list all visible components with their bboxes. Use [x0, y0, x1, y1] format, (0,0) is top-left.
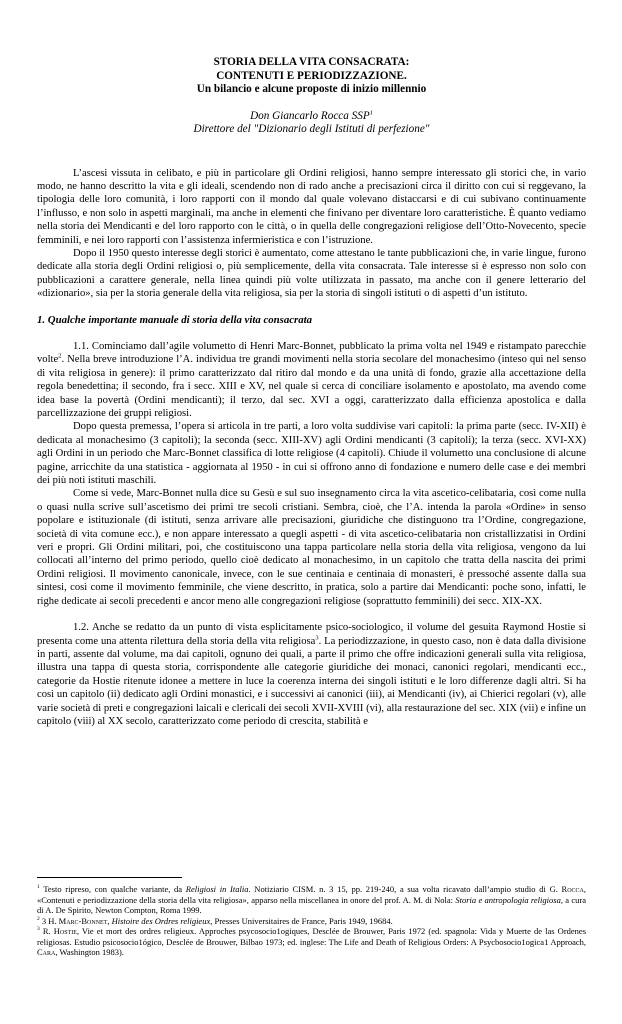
- section1-paragraph-1: [37, 340, 586, 420]
- footnote-text: , Washington 1983).: [55, 947, 124, 957]
- paragraph-text: . Nella breve introduzione l’A. individua tre grandi movimenti nella storia secolare del monachesimo (inteso qui nel senso di vita religiosa in genere): il primo caratterizzato dal ritiro dal mondo e da una unità di fondo, grazie alla accettazione della regola benedettina; il secondo, fra i secc. XIII e XV, nel quale si cerca di conciliare isolamento e apostolato, ma avendo come idea base la povertà (Ordini mendicanti); il terzo, dal sec. XVI a oggi, caratterizzato dalla efficienza apostolica e dalla parcellizzazione dei gruppi religiosi.: [37, 354, 586, 419]
- section1-paragraph-4: [37, 621, 586, 728]
- footnote-3: [37, 926, 586, 958]
- section1-paragraph-2: Dopo questa premessa, l’opera si articola in tre parti, a loro volta suddivise vari capitoli: la prima parte (secc. IV-XII) è dedicata al monachesimo (3 capitoli); la seconda (secc. XIII-XV) agli Ordini mendicanti (3 capitoli); la terza (secc. XVI-XX) agli Ordini in un periodo che Marc-Bonnet classifica di lotte religiose (4 capitoli). Chiude il volumetto una conclusione di alcune pagine, arricchite da una statistica - aggiornata al 1950 - in cui si offrono anno di fondazione e numero delle case e dei membri dei più noti istituti maschili.: [37, 421, 586, 487]
- footnote-ref-3[interactable]: 3: [315, 633, 319, 641]
- intro-paragraph-1: L’ascesi vissuta in celibato, e più in particolare gli Ordini religiosi, hanno sempre interessato gli storici che, in vario modo, ne hanno descritto la vita e gli ideali, scendendo non di rado anche a precisazioni circa il diritto con cui si reggevano, la tipologia delle loro comunità, i loro rapporti con il mondo dal quale volevano distaccarsi e di cui subivano continuamente l’influsso, e non solo in aspetti marginali, ma anche in elementi che finivano per diventare loro caratteristiche. È quanto vediamo nella storia dei Mendicanti e del loro rapporto con le città, o in quella delle congregazioni religiose dell’Otto-Novecento, specie femminili, e nei loro rapporti con l’assistenza infermieristica e con l’istruzione.: [37, 167, 586, 246]
- footnote-text: , «Contenuti e periodizzazione della storia della vita religiosa», apparso nella miscellanea in onore del prof. A. M. di Nola:: [37, 884, 587, 905]
- section-heading-1: 1. Qualche importante manuale di storia della vita consacrata: [37, 313, 313, 326]
- footnote-number: 1: [37, 884, 40, 891]
- intro-paragraph-2: Dopo il 1950 questo interesse degli storici è aumentato, come attestano le tante pubblicazioni che, in varie lingue, furono dedicate alla storia degli Ordini religiosi o, più semplicemente, della vita consacrata. Tale interesse si è espresso non solo con pubblicazioni a carattere generale, nella linea quindi più volte utilizzata in passato, ma anche con il genere letterario del «dizionario», sia per la storia generale della vita religiosa, sia per la storia di singoli istituti o di aspetti d’un istituto.: [37, 247, 586, 300]
- author-block: [37, 110, 586, 137]
- footnote-text: 3 H.: [41, 915, 59, 926]
- section1-paragraph-3: Come si vede, Marc-Bonnet nulla dice su Gesù e sul suo insegnamento circa la vita ascetico-celibataria, così come nulla o quasi nulla scrive sull’ascetismo dei primi tre secoli cristiani. Sembra, cioè, che l’A. intenda la parola «Ordine» in senso popolare e istituzionale (di istituti, senza arrivare alle precisazioni, giuridiche che distinguono tra l’Ordine, congregazione, società di vita comune ecc.), e non appare interessato a quegli aspetti - di vita ascetico-celibataria non cristallizzatisi in Ordini veri e propri. Gli Ordini militari, poi, che costituiscono una tappa particolare nella storia della vita religiosa, vengono da lui collocati all’interno del primo periodo, quello cioè dedicato al monachesimo, in un capitolo che tratta della nascita dei primi Ordini religiosi. Il movimento canonicale, invece, con le sue centinaia e centinaia di monasteri, è pressoché assente dalla sua sintesi, così come il movimento femminile, che viene descritto, in pratica, solo a partire dai Mendicanti: poche sono, infatti, le righe dedicate ai secoli precedenti e ancor meno alle congregazioni religiose (soprattutto femminili) dei secc. XIX-XX.: [37, 488, 586, 607]
- footnote-title: Storia e antropologia religiosa: [455, 894, 561, 905]
- footnote-title: Religiosi in Italia: [185, 884, 249, 894]
- footnote-number: 2: [37, 915, 40, 922]
- footnotes: [37, 877, 586, 958]
- footnote-text: , a cura di A. De Spirito, Newton Compton, Roma 1999.: [37, 894, 586, 915]
- author-name-text: Don Giancarlo Rocca SSP: [250, 109, 370, 122]
- footnote-text: . Notiziario CISM. n. 3 15, pp. 219-240, a sua volta ricavato dall’ampio studio di G.: [248, 884, 562, 894]
- footnote-text: ,: [107, 915, 112, 926]
- author-name: [37, 110, 586, 124]
- title-line-1: STORIA DELLA VITA CONSACRATA:: [213, 56, 410, 68]
- paragraph-text: 1.2. Anche se redatto da un punto di vista esplicitamente psico-sociologico, il volume del gesuita Raymond Hostie si presenta come una attenta rilettura della storia della vita religiosa: [37, 622, 586, 647]
- paragraph-text: . La periodizzazione, in questo caso, non è data dalla divisione in parti, assente dal volume, ma dai capitoli, ognuno dei quali, a parte il primo che offre indicazioni generali sulla vita religiosa, illustra una tappa di questa storia, corrispondente alle categorie giuridiche dei monaci, canonici regolari, mendicanti ecc., categorie da Hostie ritenute idonee a mettere in luce la coerenza interna dei singoli istituti e le loro differenze dagli altri. Si ha così un capitolo (ii) dedicato agli Ordini monastici, e i successivi ai canonici (iii), ai Mendicanti (iv), ai Chierici regolari (v), alle varie società di preti e congregazioni laicali e clericali dei secoli XVII-XVIII (vi), alla restaurazione del sec. XIX (vii) e infine un capitolo (viii) al XX secolo, caratterizzato come periodo di crescita, stabilità e: [37, 635, 587, 727]
- title-line-2: CONTENUTI E PERIODIZZAZIONE.: [216, 69, 407, 82]
- footnote-author: Hostie: [53, 926, 77, 936]
- footnote-author: Cara: [37, 947, 56, 957]
- footnote-author: Rocca: [561, 884, 584, 894]
- author-role: Direttore del "Dizionario degli Istituti di perfezione": [193, 123, 430, 135]
- footnote-divider: [37, 877, 182, 878]
- title-subtitle: Un bilancio e alcune proposte di inizio millennio: [196, 83, 427, 95]
- paragraph-text: 1.1. Cominciamo dall’agile volumetto di Henri Marc-Bonnet, pubblicato la prima volta nel 1949 e ristampato parecchie volte: [37, 340, 586, 366]
- footnote-text: , Vie et mort des ordres religieux. Approches psycosocio1ogiques, Desclée de Brouwer, Paris 1972 (ed. spagnola: Vida y Muerte de las Ordenes religiosas. Estudio psicosocio1ógico, Desclée de Brouwer, Bilbao 1973; ed. inglese: The Life and Death of Religious Orders: A Psycbosocio1ogica1 Approach,: [37, 926, 587, 947]
- footnote-2: [37, 916, 586, 927]
- footnote-ref-2[interactable]: 2: [58, 352, 62, 360]
- footnote-ref-1[interactable]: 1: [369, 108, 373, 116]
- footnote-number: 3: [37, 926, 40, 933]
- footnote-title: Histoire des Ordres religieux: [111, 915, 211, 926]
- footnote-text: R.: [42, 926, 54, 936]
- footnote-text: Testo ripreso, con qualche variante, da: [43, 884, 186, 894]
- footnote-text: , Presses Universitaires de France, Paris 1949, 19684.: [210, 915, 393, 926]
- footnote-1: [37, 884, 586, 916]
- footnote-author: Marc-Bonnet: [58, 915, 108, 926]
